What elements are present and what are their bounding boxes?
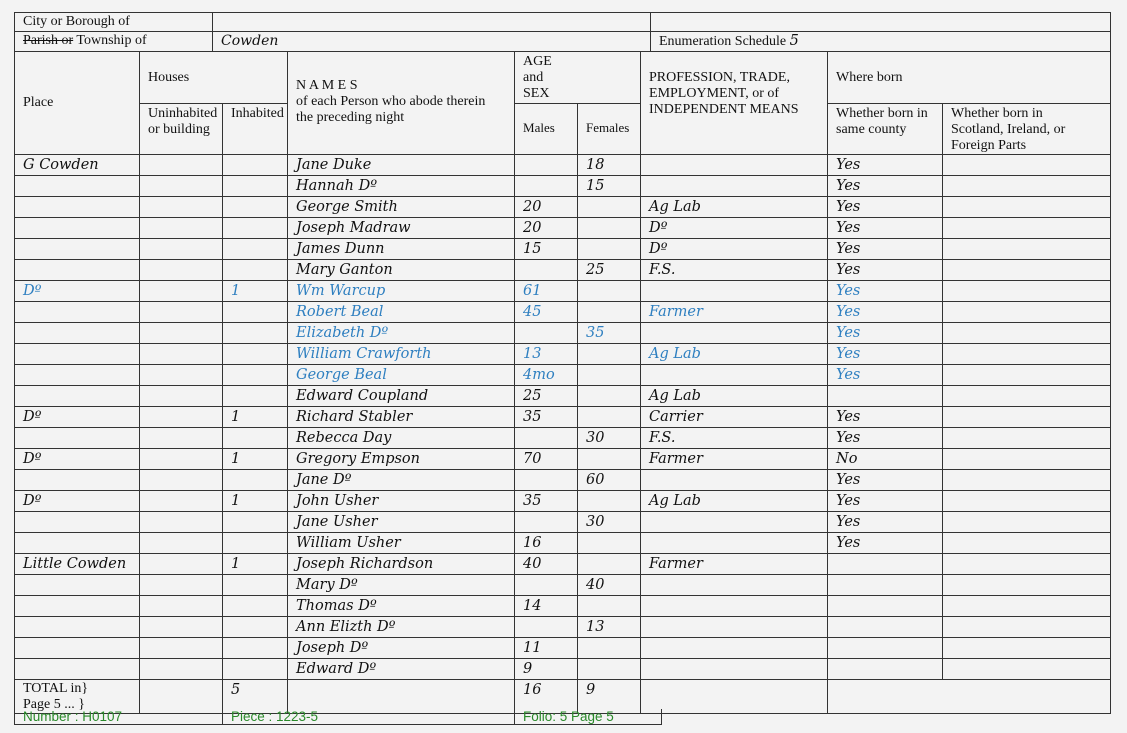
born-foreign-cell [943, 512, 1111, 533]
profession-cell: Dº [641, 218, 828, 239]
inhabited-cell [223, 533, 288, 554]
males-cell: 61 [515, 281, 578, 302]
born-county-cell: Yes [828, 365, 943, 386]
col-profession: PROFESSION, TRADE, EMPLOYMENT, or of INDEPENDENT MEANS [641, 52, 828, 155]
males-cell: 9 [515, 659, 578, 680]
table-row [15, 449, 1111, 470]
born-foreign-cell [943, 491, 1111, 512]
footer-number: Number : H0107 [14, 709, 223, 725]
uninhabited-cell [140, 155, 223, 176]
census-sheet [14, 12, 1111, 714]
profession-cell [641, 617, 828, 638]
males-cell: 45 [515, 302, 578, 323]
table-row [15, 617, 1111, 638]
males-cell: 14 [515, 596, 578, 617]
profession-cell [641, 155, 828, 176]
born-foreign-cell [943, 407, 1111, 428]
uninhabited-cell [140, 617, 223, 638]
females-cell: 60 [578, 470, 641, 491]
females-cell [578, 659, 641, 680]
col-foreign: Whether born in Scotland, Ireland, or Foreign Parts [943, 104, 1111, 155]
profession-cell [641, 365, 828, 386]
males-cell [515, 575, 578, 596]
table-row [15, 218, 1111, 239]
place-cell [15, 344, 140, 365]
females-cell: 30 [578, 428, 641, 449]
uninhabited-cell [140, 302, 223, 323]
name-cell: George Smith [288, 197, 515, 218]
place-cell [15, 197, 140, 218]
header-table [14, 12, 1111, 52]
profession-cell: F.S. [641, 428, 828, 449]
inhabited-cell [223, 197, 288, 218]
inhabited-cell [223, 344, 288, 365]
born-county-cell: Yes [828, 302, 943, 323]
born-county-cell: Yes [828, 281, 943, 302]
name-cell: Mary Ganton [288, 260, 515, 281]
females-cell [578, 197, 641, 218]
place-cell: Dº [15, 449, 140, 470]
females-cell: 13 [578, 617, 641, 638]
born-county-cell: Yes [828, 323, 943, 344]
uninhabited-cell [140, 470, 223, 491]
schedule-label: Enumeration Schedule [659, 34, 787, 49]
total-line2: Page 5 ... } [23, 697, 85, 712]
profession-cell: Dº [641, 239, 828, 260]
place-cell [15, 596, 140, 617]
males-cell [515, 617, 578, 638]
males-cell: 35 [515, 491, 578, 512]
table-row [15, 596, 1111, 617]
profession-cell [641, 596, 828, 617]
names-sub: of each Person who abode therein the preceding night [296, 94, 486, 125]
born-foreign-cell [943, 470, 1111, 491]
born-county-cell: Yes [828, 239, 943, 260]
profession-cell: Ag Lab [641, 491, 828, 512]
table-row [15, 281, 1111, 302]
place-cell [15, 218, 140, 239]
table-row [15, 659, 1111, 680]
males-cell [515, 323, 578, 344]
place-cell [15, 533, 140, 554]
place-cell [15, 617, 140, 638]
total-inhabited: 5 [223, 680, 288, 714]
males-cell: 35 [515, 407, 578, 428]
township-text: Township of [73, 33, 147, 48]
born-foreign-cell [943, 197, 1111, 218]
table-row [15, 323, 1111, 344]
table-row [15, 428, 1111, 449]
col-age-sex: AGE and SEX [515, 52, 641, 104]
females-cell: 18 [578, 155, 641, 176]
females-cell [578, 302, 641, 323]
table-row [15, 575, 1111, 596]
inhabited-cell [223, 302, 288, 323]
born-county-cell: Yes [828, 533, 943, 554]
males-cell: 40 [515, 554, 578, 575]
inhabited-cell [223, 365, 288, 386]
name-cell: Joseph Madraw [288, 218, 515, 239]
born-county-cell: Yes [828, 407, 943, 428]
name-cell: Mary Dº [288, 575, 515, 596]
name-cell: James Dunn [288, 239, 515, 260]
females-cell [578, 533, 641, 554]
born-county-cell: No [828, 449, 943, 470]
uninhabited-cell [140, 365, 223, 386]
females-cell: 35 [578, 323, 641, 344]
born-foreign-cell [943, 218, 1111, 239]
table-row [15, 638, 1111, 659]
name-cell: William Crawforth [288, 344, 515, 365]
inhabited-cell [223, 596, 288, 617]
col-females: Females [578, 104, 641, 155]
place-cell [15, 386, 140, 407]
name-cell: Edward Dº [288, 659, 515, 680]
total-males: 16 [515, 680, 578, 714]
place-cell [15, 575, 140, 596]
males-cell: 4mo [515, 365, 578, 386]
place-cell [15, 323, 140, 344]
females-cell: 15 [578, 176, 641, 197]
uninhabited-cell [140, 386, 223, 407]
col-where-born: Where born [828, 52, 1111, 104]
city-label: City or Borough of [15, 13, 213, 32]
table-row [15, 554, 1111, 575]
females-cell [578, 449, 641, 470]
name-cell: Gregory Empson [288, 449, 515, 470]
born-county-cell: Yes [828, 197, 943, 218]
footer-folio: Folio: 5 Page 5 [514, 709, 662, 725]
place-cell [15, 428, 140, 449]
born-foreign-cell [943, 155, 1111, 176]
inhabited-cell [223, 428, 288, 449]
females-cell [578, 596, 641, 617]
uninhabited-cell [140, 281, 223, 302]
col-inhabited: Inhabited [223, 104, 288, 155]
blank-cell [651, 13, 1111, 32]
born-foreign-cell [943, 344, 1111, 365]
males-cell [515, 470, 578, 491]
name-cell: Jane Usher [288, 512, 515, 533]
inhabited-cell [223, 239, 288, 260]
table-row [15, 407, 1111, 428]
city-value [213, 13, 651, 32]
born-county-cell: Yes [828, 218, 943, 239]
name-cell: Joseph Richardson [288, 554, 515, 575]
place-cell: Dº [15, 407, 140, 428]
profession-cell [641, 323, 828, 344]
name-cell: Wm Warcup [288, 281, 515, 302]
born-county-cell: Yes [828, 491, 943, 512]
uninhabited-cell [140, 554, 223, 575]
males-cell: 20 [515, 218, 578, 239]
born-foreign-cell [943, 239, 1111, 260]
males-cell: 11 [515, 638, 578, 659]
males-cell: 70 [515, 449, 578, 470]
inhabited-cell [223, 638, 288, 659]
born-foreign-cell [943, 260, 1111, 281]
born-county-cell: Yes [828, 428, 943, 449]
table-row [15, 470, 1111, 491]
born-foreign-cell [943, 575, 1111, 596]
total-line1: TOTAL in} [23, 681, 89, 696]
born-foreign-cell [943, 302, 1111, 323]
uninhabited-cell [140, 638, 223, 659]
profession-cell: Carrier [641, 407, 828, 428]
col-males: Males [515, 104, 578, 155]
table-row [15, 176, 1111, 197]
inhabited-cell [223, 659, 288, 680]
census-table [14, 51, 1111, 714]
born-county-cell: Yes [828, 155, 943, 176]
inhabited-cell: 1 [223, 491, 288, 512]
place-cell [15, 470, 140, 491]
males-cell: 15 [515, 239, 578, 260]
females-cell [578, 239, 641, 260]
place-cell [15, 365, 140, 386]
name-cell: Joseph Dº [288, 638, 515, 659]
males-cell: 13 [515, 344, 578, 365]
table-row [15, 260, 1111, 281]
uninhabited-cell [140, 323, 223, 344]
name-cell: Robert Beal [288, 302, 515, 323]
females-cell [578, 344, 641, 365]
born-foreign-cell [943, 638, 1111, 659]
township-value: Cowden [213, 32, 651, 52]
table-row [15, 239, 1111, 260]
place-cell: Little Cowden [15, 554, 140, 575]
profession-cell: Farmer [641, 302, 828, 323]
uninhabited-cell [140, 659, 223, 680]
uninhabited-cell [140, 512, 223, 533]
born-foreign-cell [943, 449, 1111, 470]
inhabited-cell [223, 155, 288, 176]
males-cell [515, 260, 578, 281]
footer-piece: Piece : 1223-5 [222, 709, 515, 725]
place-cell [15, 239, 140, 260]
born-county-cell [828, 659, 943, 680]
name-cell: Edward Coupland [288, 386, 515, 407]
uninhabited-cell [140, 218, 223, 239]
born-county-cell: Yes [828, 470, 943, 491]
inhabited-cell: 1 [223, 554, 288, 575]
males-cell [515, 155, 578, 176]
table-row [15, 344, 1111, 365]
name-cell: Jane Duke [288, 155, 515, 176]
females-cell: 40 [578, 575, 641, 596]
born-county-cell: Yes [828, 260, 943, 281]
born-foreign-cell [943, 176, 1111, 197]
females-cell [578, 638, 641, 659]
table-row [15, 197, 1111, 218]
name-cell: George Beal [288, 365, 515, 386]
profession-cell: F.S. [641, 260, 828, 281]
males-cell: 20 [515, 197, 578, 218]
table-row [15, 512, 1111, 533]
born-county-cell [828, 575, 943, 596]
inhabited-cell [223, 470, 288, 491]
born-foreign-cell [943, 428, 1111, 449]
born-foreign-cell [943, 323, 1111, 344]
place-cell: G Cowden [15, 155, 140, 176]
name-cell: Jane Dº [288, 470, 515, 491]
profession-cell [641, 512, 828, 533]
profession-cell [641, 638, 828, 659]
table-row [15, 365, 1111, 386]
profession-cell [641, 533, 828, 554]
females-cell [578, 554, 641, 575]
born-foreign-cell [943, 596, 1111, 617]
table-row [15, 155, 1111, 176]
uninhabited-cell [140, 239, 223, 260]
born-foreign-cell [943, 386, 1111, 407]
profession-cell [641, 659, 828, 680]
males-cell [515, 176, 578, 197]
uninhabited-cell [140, 596, 223, 617]
name-cell: Thomas Dº [288, 596, 515, 617]
born-county-cell [828, 596, 943, 617]
inhabited-cell [223, 386, 288, 407]
born-county-cell: Yes [828, 512, 943, 533]
total-born [828, 680, 1111, 714]
place-cell: Dº [15, 491, 140, 512]
inhabited-cell [223, 617, 288, 638]
profession-cell: Farmer [641, 554, 828, 575]
profession-cell [641, 176, 828, 197]
females-cell [578, 281, 641, 302]
born-county-cell [828, 638, 943, 659]
inhabited-cell: 1 [223, 281, 288, 302]
table-row [15, 302, 1111, 323]
uninhabited-cell [140, 575, 223, 596]
born-foreign-cell [943, 659, 1111, 680]
born-foreign-cell [943, 281, 1111, 302]
uninhabited-cell [140, 533, 223, 554]
females-cell [578, 365, 641, 386]
profession-cell: Ag Lab [641, 344, 828, 365]
inhabited-cell [223, 323, 288, 344]
females-cell: 25 [578, 260, 641, 281]
name-cell: William Usher [288, 533, 515, 554]
name-cell: Ann Elizth Dº [288, 617, 515, 638]
females-cell [578, 386, 641, 407]
col-same-county: Whether born in same county [828, 104, 943, 155]
schedule-cell [651, 32, 1111, 52]
name-cell: John Usher [288, 491, 515, 512]
inhabited-cell: 1 [223, 407, 288, 428]
profession-cell: Ag Lab [641, 386, 828, 407]
uninhabited-cell [140, 344, 223, 365]
males-cell: 25 [515, 386, 578, 407]
born-foreign-cell [943, 533, 1111, 554]
name-cell: Rebecca Day [288, 428, 515, 449]
born-foreign-cell [943, 554, 1111, 575]
inhabited-cell: 1 [223, 449, 288, 470]
born-county-cell: Yes [828, 344, 943, 365]
names-title: N A M E S [296, 78, 358, 93]
males-cell [515, 428, 578, 449]
uninhabited-cell [140, 407, 223, 428]
uninhabited-cell [140, 197, 223, 218]
born-county-cell [828, 386, 943, 407]
place-cell [15, 638, 140, 659]
uninhabited-cell [140, 491, 223, 512]
parish-strikeout: Parish or [23, 33, 74, 48]
col-houses: Houses [140, 52, 288, 104]
females-cell [578, 491, 641, 512]
males-cell: 16 [515, 533, 578, 554]
profession-cell [641, 470, 828, 491]
uninhabited-cell [140, 428, 223, 449]
uninhabited-cell [140, 176, 223, 197]
col-place: Place [15, 52, 140, 155]
total-females: 9 [578, 680, 641, 714]
females-cell: 30 [578, 512, 641, 533]
uninhabited-cell [140, 449, 223, 470]
inhabited-cell [223, 575, 288, 596]
females-cell [578, 218, 641, 239]
place-cell [15, 512, 140, 533]
name-cell: Hannah Dº [288, 176, 515, 197]
born-county-cell [828, 554, 943, 575]
inhabited-cell [223, 512, 288, 533]
place-cell [15, 302, 140, 323]
table-row [15, 386, 1111, 407]
col-uninhabited: Uninhabited or building [140, 104, 223, 155]
place-cell [15, 260, 140, 281]
place-cell: Dº [15, 281, 140, 302]
profession-cell: Ag Lab [641, 197, 828, 218]
place-cell [15, 659, 140, 680]
name-cell: Elizabeth Dº [288, 323, 515, 344]
females-cell [578, 407, 641, 428]
born-foreign-cell [943, 365, 1111, 386]
males-cell [515, 512, 578, 533]
col-names [288, 52, 515, 155]
born-county-cell: Yes [828, 176, 943, 197]
total-profession [641, 680, 828, 714]
inhabited-cell [223, 218, 288, 239]
name-cell: Richard Stabler [288, 407, 515, 428]
born-foreign-cell [943, 617, 1111, 638]
inhabited-cell [223, 176, 288, 197]
schedule-value: 5 [789, 33, 799, 49]
inhabited-cell [223, 260, 288, 281]
profession-cell [641, 281, 828, 302]
born-county-cell [828, 617, 943, 638]
place-cell [15, 176, 140, 197]
profession-cell [641, 575, 828, 596]
profession-cell: Farmer [641, 449, 828, 470]
table-row [15, 491, 1111, 512]
uninhabited-cell [140, 260, 223, 281]
table-row [15, 533, 1111, 554]
township-label [15, 32, 213, 52]
